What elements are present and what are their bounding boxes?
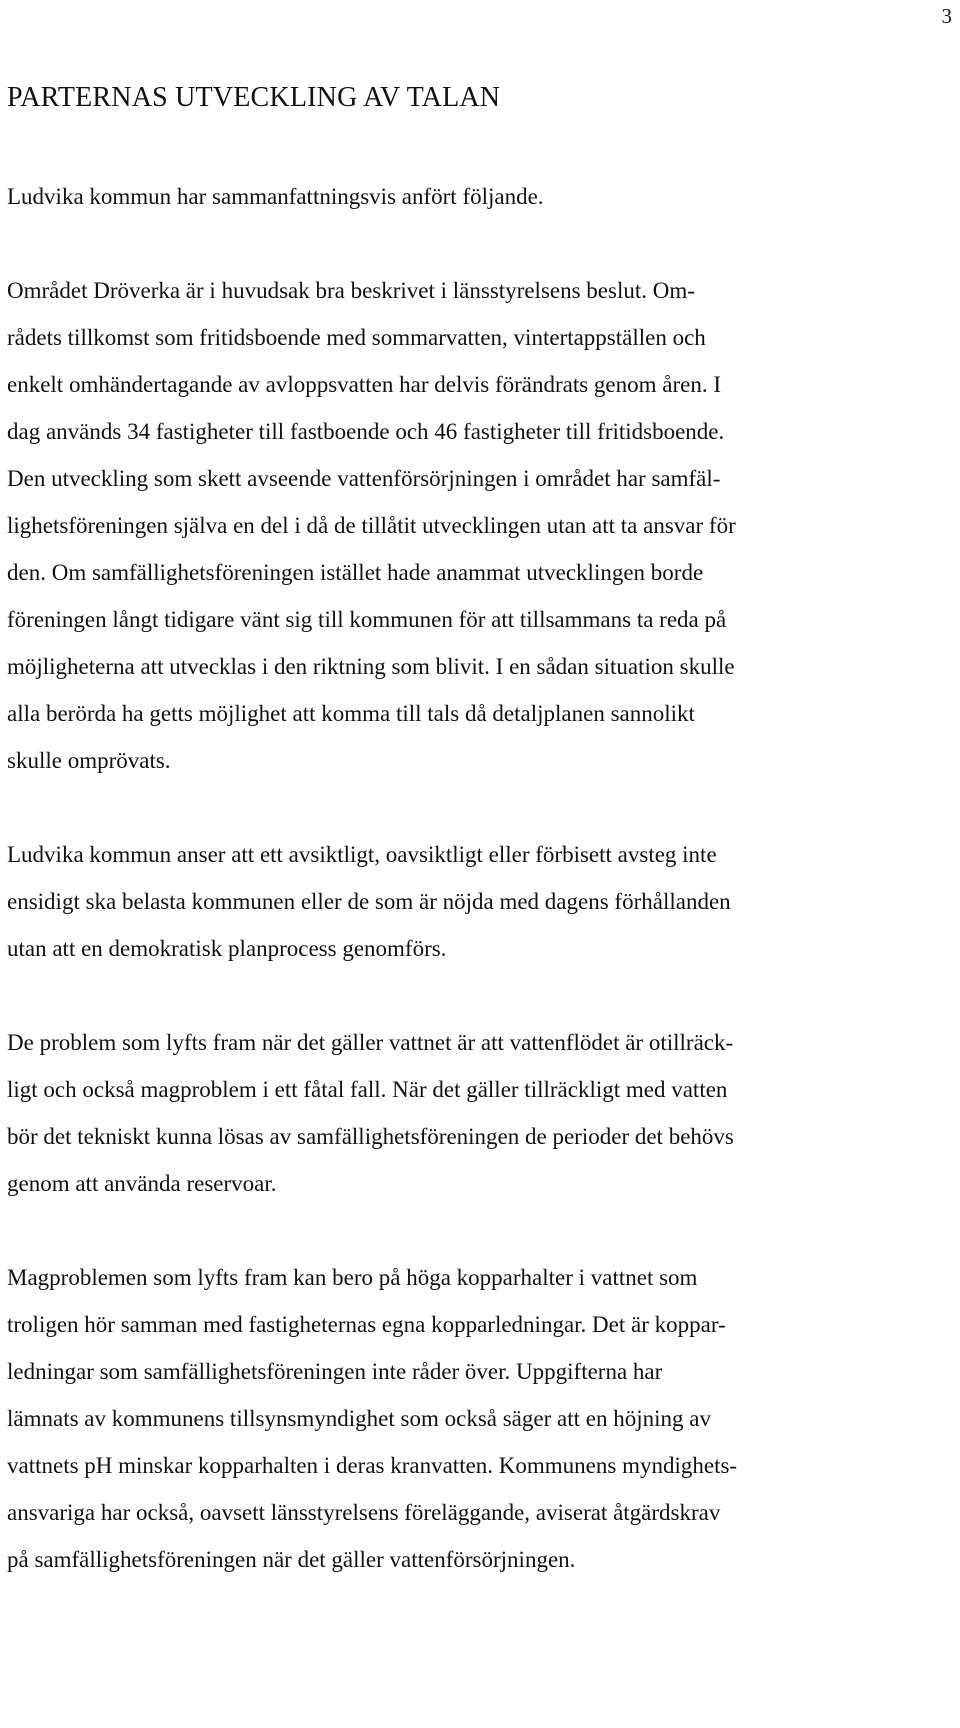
text-line: vattnets pH minskar kopparhalten i deras kranvatten. Kommunens myndighets- (7, 1453, 738, 1478)
paragraph (7, 173, 955, 220)
text-line: Magproblemen som lyfts fram kan bero på höga kopparhalter i vattnet som (7, 1265, 698, 1290)
text-line: skulle omprövats. (7, 748, 171, 773)
text-line: dag används 34 fastigheter till fastboende och 46 fastigheter till fritidsboende. (7, 419, 725, 444)
paragraph (7, 267, 955, 784)
text-line: enkelt omhändertagande av avloppsvatten har delvis förändrats genom åren. I (7, 372, 722, 397)
paragraph-list (7, 173, 955, 1583)
text-line: Ludvika kommun anser att ett avsiktligt, oavsiktligt eller förbisett avsteg inte (7, 842, 717, 867)
text-line: rådets tillkomst som fritidsboende med sommarvatten, vintertappställen och (7, 325, 706, 350)
text-line: ligt och också magproblem i ett fåtal fall. När det gäller tillräckligt med vatten (7, 1077, 728, 1102)
text-line: De problem som lyfts fram när det gäller vattnet är att vattenflödet är otillräck- (7, 1030, 734, 1055)
text-line: bör det tekniskt kunna lösas av samfällighetsföreningen de perioder det behövs (7, 1124, 734, 1149)
text-line: alla berörda ha getts möjlighet att komma till tals då detaljplanen sannolikt (7, 701, 695, 726)
text-line: ensidigt ska belasta kommunen eller de som är nöjda med dagens förhållanden (7, 889, 731, 914)
text-line: lämnats av kommunens tillsynsmyndighet som också säger att en höjning av (7, 1406, 711, 1431)
text-line: Området Dröverka är i huvudsak bra beskrivet i länsstyrelsens beslut. Om- (7, 278, 695, 303)
text-line: utan att en demokratisk planprocess genomförs. (7, 936, 447, 961)
document-body (7, 80, 955, 1630)
paragraph (7, 831, 955, 972)
paragraph (7, 1019, 955, 1207)
text-line: den. Om samfällighetsföreningen istället hade anammat utvecklingen borde (7, 560, 704, 585)
text-line: på samfällighetsföreningen när det gäller vattenförsörjningen. (7, 1547, 576, 1572)
page-number: 3 (941, 4, 952, 28)
text-line: ledningar som samfällighetsföreningen inte råder över. Uppgifterna har (7, 1359, 663, 1384)
text-line: Ludvika kommun har sammanfattningsvis anfört följande. (7, 184, 544, 209)
text-line: Den utveckling som skett avseende vattenförsörjningen i området har samfäl- (7, 466, 721, 491)
text-line: möjligheterna att utvecklas i den riktning som blivit. I en sådan situation skulle (7, 654, 735, 679)
text-line: troligen hör samman med fastigheternas egna kopparledningar. Det är koppar- (7, 1312, 726, 1337)
text-line: lighetsföreningen själva en del i då de tillåtit utvecklingen utan att ta ansvar för (7, 513, 736, 538)
text-line: föreningen långt tidigare vänt sig till kommunen för att tillsammans ta reda på (7, 607, 727, 632)
paragraph (7, 1254, 955, 1583)
section-heading: PARTERNAS UTVECKLING AV TALAN (7, 82, 501, 113)
text-line: genom att använda reservoar. (7, 1171, 277, 1196)
text-line: ansvariga har också, oavsett länsstyrelsens föreläggande, aviserat åtgärdskrav (7, 1500, 721, 1525)
